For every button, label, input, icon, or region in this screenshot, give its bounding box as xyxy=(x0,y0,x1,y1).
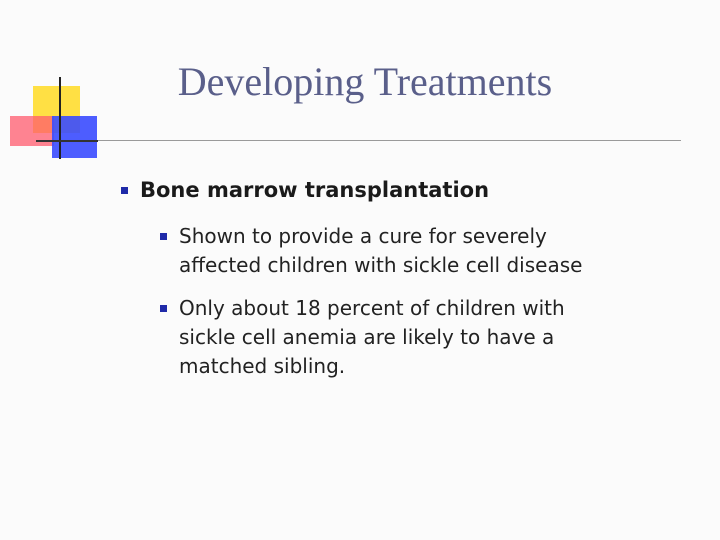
decor-horizontal-line xyxy=(36,140,98,142)
bullet-level1 xyxy=(121,178,489,202)
slide-title: Developing Treatments xyxy=(177,59,553,104)
bullet-level2 xyxy=(160,222,610,280)
title-divider-line xyxy=(36,140,681,141)
bullet-text: Only about 18 percent of children with sickle cell anemia are likely to have a matched sibling. xyxy=(179,296,565,378)
bullet-text: Bone marrow transplantation xyxy=(140,178,490,202)
square-bullet-icon xyxy=(160,233,167,240)
square-bullet-icon xyxy=(160,305,167,312)
bullet-text: Shown to provide a cure for severely affected children with sickle cell disease xyxy=(179,224,583,277)
bullet-level2 xyxy=(160,294,610,381)
square-bullet-icon xyxy=(121,187,128,194)
decor-vertical-line xyxy=(59,77,61,159)
